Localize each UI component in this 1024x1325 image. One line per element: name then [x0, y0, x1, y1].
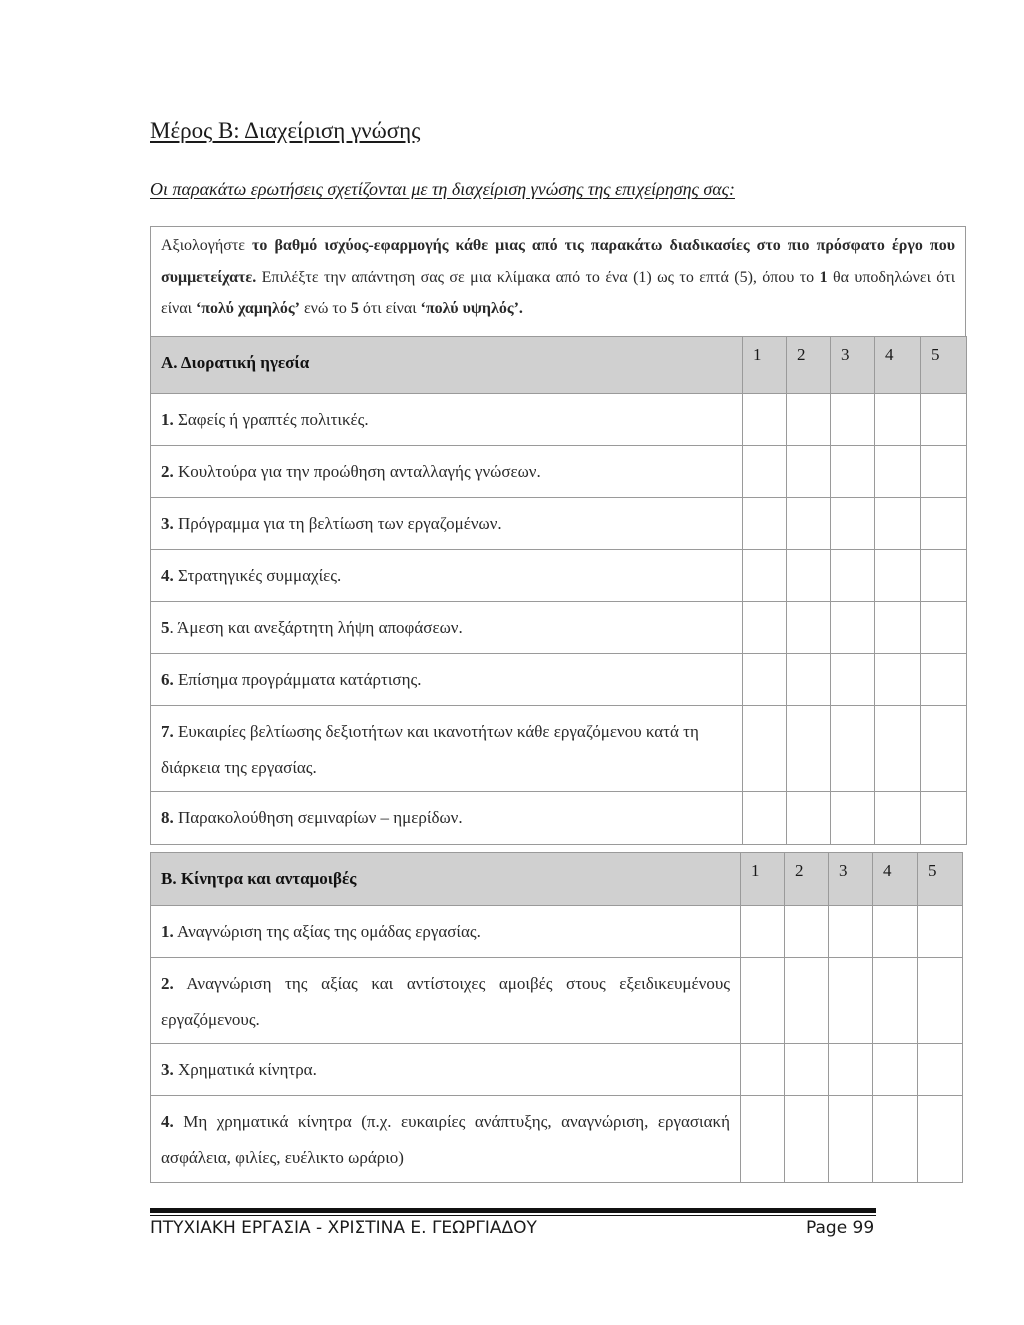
scale-label-4: 4 — [875, 337, 921, 394]
rating-table-a — [150, 336, 967, 845]
rating-cell-a1-5[interactable] — [921, 394, 967, 446]
rating-cell-a3-5[interactable] — [921, 498, 967, 550]
question-b1: 1. Αναγνώριση της αξίας της ομάδας εργασίας. — [151, 906, 741, 958]
rating-cell-b3-4[interactable] — [873, 1044, 918, 1096]
rating-cell-b2-4[interactable] — [873, 958, 918, 1044]
scale-label-2: 2 — [785, 853, 829, 906]
rating-cell-a4-4[interactable] — [875, 550, 921, 602]
rating-cell-a2-1[interactable] — [743, 446, 787, 498]
rating-cell-a7-2[interactable] — [787, 706, 831, 792]
scale-label-3: 3 — [829, 853, 873, 906]
table-a-header-row — [151, 337, 967, 394]
rating-cell-a3-1[interactable] — [743, 498, 787, 550]
rating-table-b — [150, 852, 963, 1183]
rating-cell-a5-4[interactable] — [875, 602, 921, 654]
rating-cell-a4-1[interactable] — [743, 550, 787, 602]
rating-cell-b4-2[interactable] — [785, 1096, 829, 1183]
rating-cell-b1-2[interactable] — [785, 906, 829, 958]
page-title: Μέρος Β: Διαχείριση γνώσης — [150, 118, 421, 143]
rating-cell-b2-2[interactable] — [785, 958, 829, 1044]
scale-label-5: 5 — [918, 853, 963, 906]
rating-cell-b4-5[interactable] — [918, 1096, 963, 1183]
page-number: Page 99 — [806, 1218, 875, 1238]
instructions-emphasis: 1 — [819, 268, 828, 286]
rating-cell-a6-5[interactable] — [921, 654, 967, 706]
footer-divider — [150, 1208, 876, 1213]
table-row — [151, 550, 967, 602]
table-row — [151, 906, 963, 958]
rating-cell-b4-1[interactable] — [741, 1096, 785, 1183]
rating-cell-b2-5[interactable] — [918, 958, 963, 1044]
instructions-emphasis: το βαθμό ισχύος-εφαρμογής κάθε μιας από τις παρακάτω διαδικασίες στο πιο πρόσφατο έργο που συμμετείχατε. — [161, 237, 955, 286]
rating-cell-b3-3[interactable] — [829, 1044, 873, 1096]
rating-cell-b1-4[interactable] — [873, 906, 918, 958]
instructions-emphasis: 5 — [350, 300, 359, 317]
rating-cell-a8-1[interactable] — [743, 792, 787, 845]
table-row — [151, 958, 963, 1044]
instructions-emphasis: ‘πολύ υψηλός’. — [420, 300, 523, 317]
question-a2: 2. Κουλτούρα για την προώθηση ανταλλαγής γνώσεων. — [151, 446, 743, 498]
footer-divider — [150, 1215, 876, 1216]
rating-cell-a1-1[interactable] — [743, 394, 787, 446]
section-b-heading: Β. Κίνητρα και ανταμοιβές — [151, 853, 741, 906]
rating-cell-a1-2[interactable] — [787, 394, 831, 446]
rating-cell-a1-4[interactable] — [875, 394, 921, 446]
rating-cell-b3-2[interactable] — [785, 1044, 829, 1096]
rating-cell-a2-2[interactable] — [787, 446, 831, 498]
scale-label-3: 3 — [831, 337, 875, 394]
question-a8: 8. Παρακολούθηση σεμιναρίων – ημερίδων. — [151, 792, 743, 845]
rating-cell-b4-3[interactable] — [829, 1096, 873, 1183]
scale-label-1: 1 — [743, 337, 787, 394]
table-row — [151, 446, 967, 498]
rating-cell-a5-2[interactable] — [787, 602, 831, 654]
table-row — [151, 1044, 963, 1096]
rating-cell-a5-1[interactable] — [743, 602, 787, 654]
question-b4: 4. Μη χρηματικά κίνητρα (π.χ. ευκαιρίες ανάπτυξης, αναγνώριση, εργασιακή ασφάλεια, φιλίες, ευέλικτο ωράριο) — [151, 1096, 741, 1183]
table-row — [151, 394, 967, 446]
instructions-text: Αξιολογήστε — [161, 237, 253, 254]
section-a-heading: Α. Διορατική ηγεσία — [151, 337, 743, 394]
table-row — [151, 706, 967, 792]
section-subtitle: Οι παρακάτω ερωτήσεις σχετίζονται με τη διαχείριση γνώσης της επιχείρησης σας: — [150, 179, 735, 199]
rating-cell-a7-3[interactable] — [831, 706, 875, 792]
table-b-header-row — [151, 853, 963, 906]
rating-cell-a6-2[interactable] — [787, 654, 831, 706]
rating-cell-a3-4[interactable] — [875, 498, 921, 550]
rating-cell-b2-3[interactable] — [829, 958, 873, 1044]
rating-cell-a8-4[interactable] — [875, 792, 921, 845]
instructions-text: Επιλέξτε την απάντηση σας σε μια κλίμακα από το ένα (1) ως το επτά (5), όπου το — [256, 268, 820, 286]
table-row — [151, 498, 967, 550]
table-row — [151, 654, 967, 706]
rating-cell-a4-2[interactable] — [787, 550, 831, 602]
rating-cell-a2-5[interactable] — [921, 446, 967, 498]
rating-cell-b3-5[interactable] — [918, 1044, 963, 1096]
rating-cell-a7-1[interactable] — [743, 706, 787, 792]
rating-cell-a5-5[interactable] — [921, 602, 967, 654]
instructions-text: ότι είναι — [358, 300, 421, 317]
rating-cell-a5-3[interactable] — [831, 602, 875, 654]
question-a3: 3. Πρόγραμμα για τη βελτίωση των εργαζομένων. — [151, 498, 743, 550]
rating-cell-a7-4[interactable] — [875, 706, 921, 792]
rating-cell-a8-3[interactable] — [831, 792, 875, 845]
rating-cell-b3-1[interactable] — [741, 1044, 785, 1096]
question-a4: 4. Στρατηγικές συμμαχίες. — [151, 550, 743, 602]
rating-cell-b1-3[interactable] — [829, 906, 873, 958]
rating-cell-a4-3[interactable] — [831, 550, 875, 602]
instructions-emphasis: ‘πολύ χαμηλός’ — [195, 300, 300, 317]
question-b3: 3. Χρηματικά κίνητρα. — [151, 1044, 741, 1096]
scale-label-1: 1 — [741, 853, 785, 906]
rating-cell-a3-2[interactable] — [787, 498, 831, 550]
question-a5: 5. Άμεση και ανεξάρτητη λήψη αποφάσεων. — [151, 602, 743, 654]
rating-cell-a6-1[interactable] — [743, 654, 787, 706]
question-a6: 6. Επίσημα προγράμματα κατάρτισης. — [151, 654, 743, 706]
rating-cell-a8-2[interactable] — [787, 792, 831, 845]
scale-label-4: 4 — [873, 853, 918, 906]
footer-author: ΠΤΥΧΙΑΚΗ ΕΡΓΑΣΙΑ - ΧΡΙΣΤΙΝΑ Ε. ΓΕΩΡΓΙΑΔΟΥ — [150, 1218, 537, 1238]
table-row — [151, 1096, 963, 1183]
question-b2: 2. Αναγνώριση της αξίας και αντίστοιχες αμοιβές στους εξειδικευμένους εργαζόμενους. — [151, 958, 741, 1044]
rating-cell-b1-5[interactable] — [918, 906, 963, 958]
rating-cell-a8-5[interactable] — [921, 792, 967, 845]
scale-label-2: 2 — [787, 337, 831, 394]
instructions-box — [150, 226, 966, 336]
rating-cell-b2-1[interactable] — [741, 958, 785, 1044]
table-row — [151, 602, 967, 654]
rating-cell-a6-3[interactable] — [831, 654, 875, 706]
question-a1: 1. Σαφείς ή γραπτές πολιτικές. — [151, 394, 743, 446]
rating-cell-a4-5[interactable] — [921, 550, 967, 602]
scale-label-5: 5 — [921, 337, 967, 394]
rating-cell-a7-5[interactable] — [921, 706, 967, 792]
instructions-text: ενώ το — [299, 300, 351, 317]
rating-cell-a1-3[interactable] — [831, 394, 875, 446]
rating-cell-b4-4[interactable] — [873, 1096, 918, 1183]
table-row — [151, 792, 967, 845]
rating-cell-a2-4[interactable] — [875, 446, 921, 498]
question-a7: 7. Ευκαιρίες βελτίωσης δεξιοτήτων και ικανοτήτων κάθε εργαζόμενου κατά τη διάρκεια της εργασίας. — [151, 706, 743, 792]
rating-cell-a2-3[interactable] — [831, 446, 875, 498]
rating-cell-a3-3[interactable] — [831, 498, 875, 550]
instructions-text: θα υποδηλώνει ότι είναι — [161, 268, 956, 317]
rating-cell-a6-4[interactable] — [875, 654, 921, 706]
rating-cell-b1-1[interactable] — [741, 906, 785, 958]
